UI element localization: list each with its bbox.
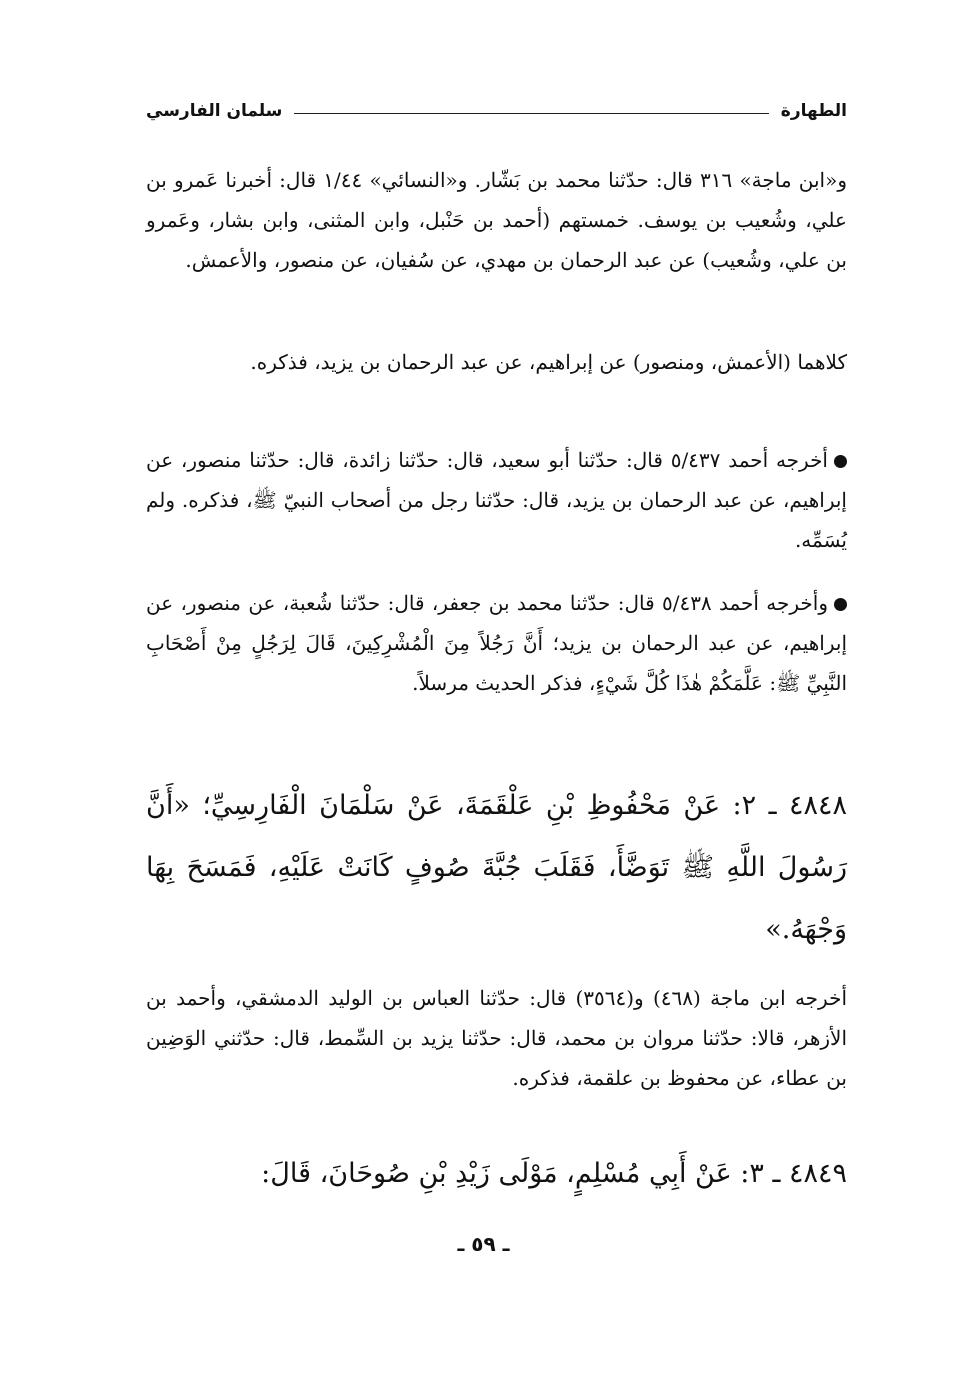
paragraph-ahmad-437 (146, 440, 847, 560)
running-header (146, 96, 847, 126)
page-number: ـ ٥٩ ـ (457, 1232, 510, 1256)
hadith-4849: ٤٨٤٩ ـ ٣: عَنْ أَبِي مُسْلِمٍ، مَوْلَى زَيْدِ بْنِ صُوحَانَ، قَالَ: (261, 1158, 847, 1189)
hadith-4848: ٤٨٤٨ ـ ٢: عَنْ مَحْفُوظِ بْنِ عَلْقَمَةَ، عَنْ سَلْمَانَ الْفَارِسِيِّ؛ «أَنَّ رَسُولَ اللَّهِ ﷺ تَوَضَّأَ، فَقَلَبَ جُبَّةَ صُوفٍ كَانَتْ عَلَيْهِ، فَمَسَحَ بِهَا وَجْهَهُ.» (146, 790, 847, 945)
paragraph-ahmad-438 (146, 583, 847, 703)
header-book-title: الطهارة (780, 101, 847, 121)
bullet-icon (834, 455, 847, 468)
paragraph-ahmad-438-text: وأخرجه أحمد ٥/٤٣٨ قال: حدّثنا محمد بن جعفر، قال: حدّثنا شُعبة، عن منصور، عن إبراهيم، عن عبد الرحمان بن يزيد؛ أَنَّ رَجُلاً مِنَ الْمُشْرِكِينَ، قَالَ لِرَجُلٍ مِنْ أَصْحَابِ النَّبِيِّ ﷺ: عَلَّمَكُمْ هٰذَا كُلَّ شَيْءٍ، فذكر الحديث مرسلاً. (146, 591, 847, 695)
bullet-icon (834, 598, 847, 611)
paragraph-ahmad-437-text: أخرجه أحمد ٥/٤٣٧ قال: حدّثنا أبو سعيد، قال: حدّثنا زائدة، قال: حدّثنا منصور، عن إبراهيم، عن عبد الرحمان بن يزيد، قال: حدّثنا رجل من أصحاب النبيّ ﷺ، فذكره. ولم يُسَمِّه. (146, 448, 847, 552)
paragraph-ibn-majah: أخرجه ابن ماجة (٤٦٨) و(٣٥٦٤) قال: حدّثنا العباس بن الوليد الدمشقي، وأحمد بن الأزهر، قالا: حدّثنا مروان بن محمد، قال: حدّثنا يزيد بن السِّمط، قال: حدّثني الوَضِين بن عطاء، عن محفوظ بن علقمة، فذكره. (146, 986, 848, 1090)
paragraph-chain-summary: كلاهما (الأعمش، ومنصور) عن إبراهيم، عن عبد الرحمان بن يزيد، فذكره. (250, 350, 847, 374)
header-author: سلمان الفارسي (146, 101, 283, 121)
header-rule (294, 113, 768, 114)
paragraph-sources: و«ابن ماجة» ٣١٦ قال: حدّثنا محمد بن بَشّار. و«النسائي» ١/٤٤ قال: أخبرنا عَمرو بن علي، وشُعيب بن يوسف. خمستهم (أحمد بن حَنْبل، وابن المثنى، وابن بشار، وعَمرو بن علي، وشُعيب) عن عبد الرحمان بن مهدي، عن سُفيان، عن منصور، والأعمش. (146, 168, 848, 272)
